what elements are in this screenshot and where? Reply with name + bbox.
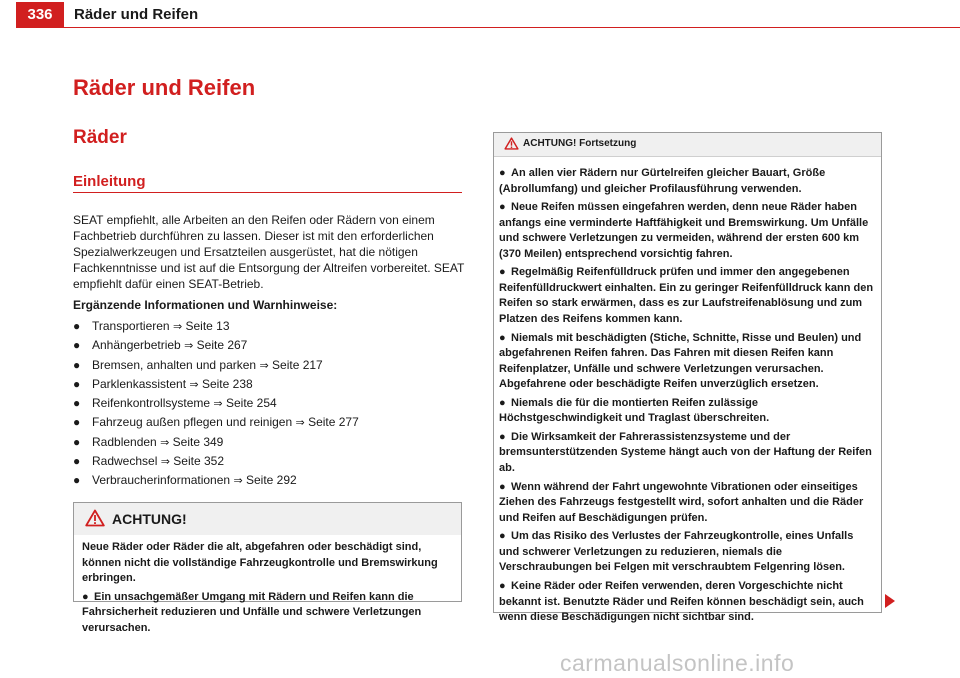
warning-item xyxy=(499,265,876,327)
warning-item-text: Keine Räder oder Reifen verwenden, deren Vorgeschichte nicht bekannt ist. Benutzte Räder und Reifen können beschädigt sein, auch wenn diese Beschädigungen nicht sichtbar sind. xyxy=(499,580,864,623)
page-link[interactable]: Seite 254 xyxy=(225,396,277,411)
warning-continued-body xyxy=(494,157,881,626)
warning-item xyxy=(82,590,453,637)
reference-item xyxy=(73,375,359,394)
bullet: ● xyxy=(73,357,81,372)
reference-item xyxy=(73,471,359,490)
warning-triangle-icon xyxy=(504,137,519,150)
bullet: ● xyxy=(82,590,89,603)
reference-text: Radblenden xyxy=(92,434,157,449)
references-heading: Ergänzende Informationen und Warnhinweise: xyxy=(73,298,338,312)
warning-item-text: Ein unsachgemäßer Umgang mit Rädern und Reifen kann die Fahrsicherheit reduzieren und Unfälle und schwere Verletzungen verursachen. xyxy=(82,590,422,634)
warning-item xyxy=(499,579,876,626)
watermark: carmanualsonline.info xyxy=(560,650,795,676)
page-link[interactable]: Seite 267 xyxy=(196,338,248,353)
arrow-icon: ⇒ xyxy=(213,398,223,411)
warning-continued-box xyxy=(493,132,882,623)
reference-text: Parklenkassistent xyxy=(92,376,187,391)
references-list xyxy=(73,317,359,491)
section-title: Räder xyxy=(73,127,127,148)
bullet: ● xyxy=(73,454,81,469)
reference-text: Anhängerbetrieb xyxy=(92,338,181,353)
reference-text: Verbraucherinformationen xyxy=(92,473,231,488)
warning-text: Neue Räder oder Räder die alt, abgefahren oder beschädigt sind, können nicht die vollständige Fahrzeugkontrolle und Bremswirkung erbringen. xyxy=(82,541,438,584)
page-link[interactable]: Seite 238 xyxy=(201,376,253,391)
reference-item xyxy=(73,394,359,413)
reference-text: Bremsen, anhalten und parken xyxy=(92,357,257,372)
arrow-icon: ⇒ xyxy=(160,456,170,469)
intro-paragraph: SEAT empfiehlt, alle Arbeiten an den Reifen oder Rädern von einem Fachbetrieb durchführen zu lassen. Dieser ist mit den erforderlichen Spezialwerkzeugen und Ersatzteilen ausgerüstet, hat die nötigen Fachkenntnisse und ist auf die Entsorgung der Altreifen vorbereitet. SEAT empfiehlt dafür einen SEAT-Betrieb. xyxy=(73,213,465,291)
warning-continued-header xyxy=(494,133,881,157)
bullet: ● xyxy=(73,376,81,391)
reference-text: Transportieren xyxy=(92,319,170,333)
bullet: ● xyxy=(499,201,506,214)
reference-item xyxy=(73,433,359,452)
reference-text: Radwechsel xyxy=(92,454,158,469)
page-link[interactable]: Seite 217 xyxy=(272,357,323,372)
reference-text: Fahrzeug außen pflegen und reinigen xyxy=(92,415,293,430)
warning-box-header xyxy=(74,503,461,535)
page-link[interactable]: Seite 349 xyxy=(172,434,224,449)
subsection-divider xyxy=(73,192,462,193)
page-link[interactable]: Seite 277 xyxy=(308,415,359,430)
bullet: ● xyxy=(73,473,81,488)
warning-item-text: Neue Reifen müssen eingefahren werden, denn neue Räder haben anfangs eine verminderte Haftfähigkeit und Bremswirkung. Um Unfälle und schwere Verletzungen zu vermeiden, während der ersten 600 km (370 Meilen) entsprechend vorsichtig fahren. xyxy=(499,201,869,260)
warning-item-text: An allen vier Rädern nur Gürtelreifen gleicher Bauart, Größe (Abrollumfang) und gleicher Profilausführung verwenden. xyxy=(499,167,826,195)
warning-title: ACHTUNG! xyxy=(112,511,187,527)
warning-item xyxy=(499,480,876,527)
reference-text: Reifenkontrollsysteme xyxy=(92,396,211,411)
arrow-icon: ⇒ xyxy=(259,359,269,372)
chapter-title: Räder und Reifen xyxy=(73,75,256,100)
warning-body xyxy=(74,535,461,636)
warning-item xyxy=(499,200,876,262)
warning-item xyxy=(499,166,876,197)
bullet: ● xyxy=(73,319,81,333)
reference-item xyxy=(73,336,359,355)
warning-continued-title: ACHTUNG! Fortsetzung xyxy=(523,138,637,149)
bullet: ● xyxy=(73,415,81,430)
warning-item-text: Niemals die für die montierten Reifen zulässige Höchstgeschwindigkeit und Traglast überschreiten. xyxy=(499,396,770,425)
bullet: ● xyxy=(499,430,506,443)
continue-arrow-icon xyxy=(885,594,895,608)
warning-item-text: Niemals mit beschädigten (Stiche, Schnitte, Risse und Beulen) und abgefahrenen Reifen fahren. Das Fahren mit diesen Reifen kann Reifenplatzer, Unfälle und schwere Verletzungen verursachen. Abgefahrene oder beschädigte Reifen unverzüglich ersetzen. xyxy=(499,331,862,391)
bullet: ● xyxy=(499,396,506,409)
warning-item xyxy=(499,529,876,576)
subsection-title: Einleitung xyxy=(73,173,146,190)
arrow-icon: ⇒ xyxy=(295,417,305,430)
warning-item-text: Regelmäßig Reifenfülldruck prüfen und immer den angegebenen Reifenfülldruckwert einhalten. Ein zu geringer Reifenfülldruck kann den Reifen so stark erwärmen, dass es zur Laufstreifenablösung und zum Platzen des Reifens kommen kann. xyxy=(499,266,874,325)
bullet: ● xyxy=(499,530,506,543)
bullet: ● xyxy=(73,338,81,353)
warning-item-text: Wenn während der Fahrt ungewohnte Vibrationen oder einseitiges Ziehen des Fahrzeugs festgestellt wird, sofort anhalten und die Räder und Reifen auf Beschädigungen prüfen. xyxy=(499,480,864,524)
bullet: ● xyxy=(73,434,81,449)
page-header xyxy=(0,0,960,28)
page-link[interactable]: Seite 352 xyxy=(173,454,224,469)
arrow-icon: ⇒ xyxy=(160,436,170,449)
reference-item xyxy=(73,452,359,471)
arrow-icon: ⇒ xyxy=(189,378,199,391)
bullet: ● xyxy=(499,480,506,493)
page-link[interactable]: Seite 292 xyxy=(246,473,297,488)
arrow-icon: ⇒ xyxy=(233,475,243,488)
arrow-icon: ⇒ xyxy=(184,340,194,353)
arrow-icon: ⇒ xyxy=(172,321,183,333)
bullet: ● xyxy=(499,580,506,592)
warning-triangle-icon xyxy=(85,509,105,527)
page-number: 336 xyxy=(16,2,64,28)
header-divider xyxy=(16,27,960,28)
warning-item xyxy=(499,430,876,477)
warning-item xyxy=(499,331,876,393)
warning-box xyxy=(73,502,462,634)
bullet: ● xyxy=(73,396,81,411)
reference-item xyxy=(73,356,359,375)
bullet: ● xyxy=(499,266,506,279)
page-link[interactable]: Seite 13 xyxy=(185,319,230,333)
warning-item-text: Um das Risiko des Verlustes der Fahrzeugkontrolle, eines Unfalls und schwerer Verletzungen zu reduzieren, niemals die Verschraubungen bei Felgen mit verschraubtem Felgenring lösen. xyxy=(499,530,854,574)
reference-item xyxy=(73,413,359,432)
reference-item xyxy=(73,317,359,336)
bullet: ● xyxy=(499,167,506,179)
warning-item xyxy=(499,396,876,427)
header-title: Räder und Reifen xyxy=(74,6,199,23)
warning-item-text: Die Wirksamkeit der Fahrerassistenzsysteme und der bremsunterstützenden Systeme hängt auch von der Haftung der Reifen ab. xyxy=(499,430,872,474)
bullet: ● xyxy=(499,331,506,344)
